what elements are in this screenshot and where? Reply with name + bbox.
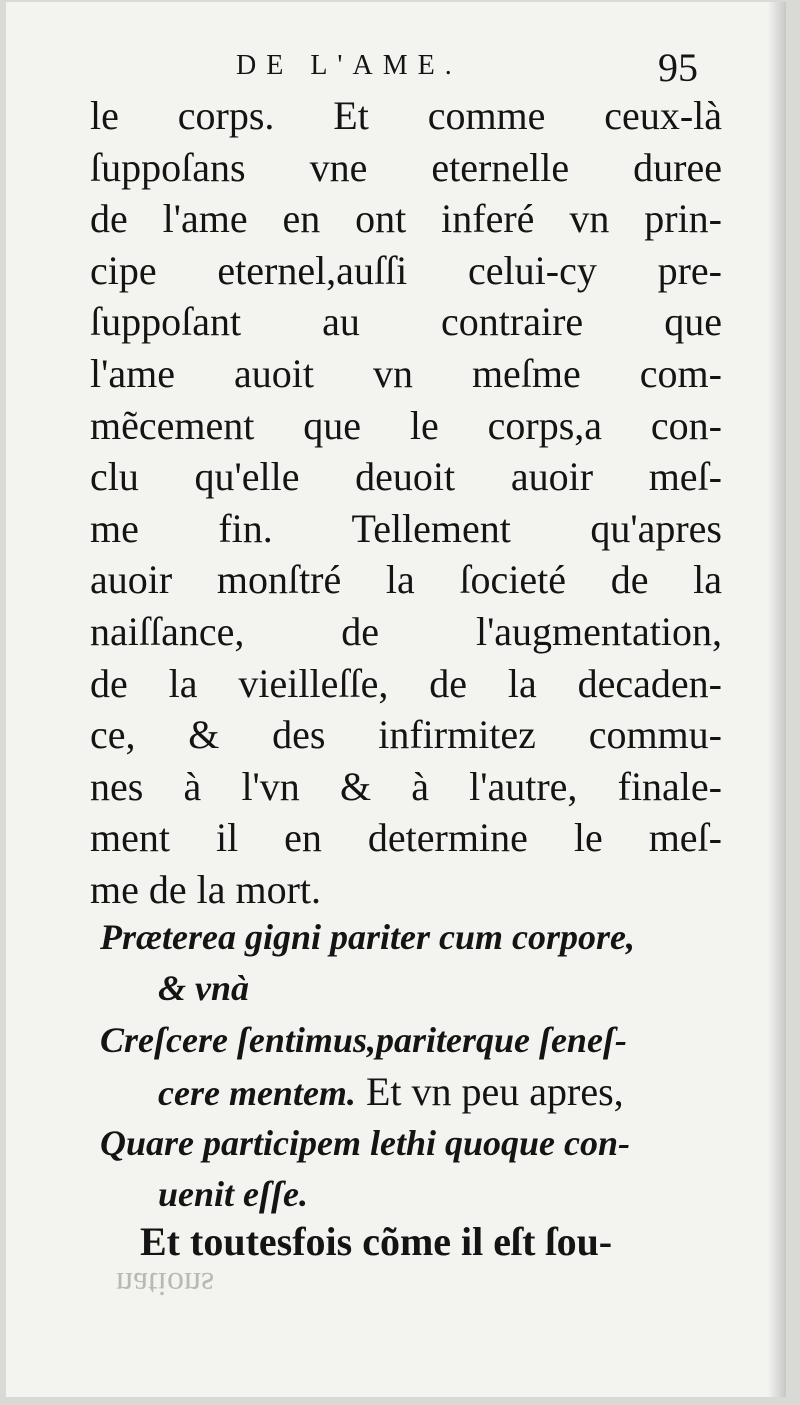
running-title: DE L'AME.: [236, 50, 462, 81]
verse-line: Creſcere ſentimus,pariterque ſeneſ-: [100, 1019, 627, 1060]
text-line: clu qu'elle deuoit auoir meſ-: [90, 454, 722, 500]
text-line: ſuppoſant au contraire que: [90, 299, 722, 345]
latin-quotation: [100, 912, 730, 1220]
verse-line: [100, 1066, 730, 1117]
closing-line: Et toutesfois cõme il eſt ſou-: [140, 1219, 613, 1264]
text-line: de la vieilleſſe, de la decaden-: [90, 660, 722, 706]
text-line: mẽcement que le corps,a con-: [90, 402, 722, 448]
text-line: l'ame auoit vn meſme com-: [90, 350, 722, 396]
verse-italic-part: cere mentem.: [158, 1073, 356, 1114]
show-through-text: nations: [116, 1265, 215, 1302]
verse-line: & vnà: [158, 968, 250, 1009]
verse-line: uenit eſſe.: [158, 1173, 308, 1214]
text-line: auoir monſtré la ſocieté de la: [90, 557, 722, 603]
verse-line: Quare participem lethi quoque con-: [100, 1122, 630, 1163]
text-line: le corps. Et comme ceux-là: [90, 93, 722, 138]
book-page: [6, 2, 786, 1397]
text-line: nes à l'vn & à l'autre, finale-: [90, 763, 722, 809]
text-line: de l'ame en ont inferé vn prin-: [90, 196, 722, 242]
page-number: 95: [658, 45, 698, 90]
text-line: me fin. Tellement qu'apres: [90, 505, 722, 551]
text-line: cipe eternel,auſſi celui-cy pre-: [90, 247, 722, 293]
main-text: [90, 90, 722, 916]
text-line: naiſſance, de l'augmentation,: [90, 608, 722, 654]
text-line: ment il en determine le meſ-: [90, 815, 722, 861]
text-line: ce, & des infirmitez commu-: [90, 712, 722, 758]
text-line: ſuppoſans vne eternelle duree: [90, 144, 722, 190]
verse-roman-part: Et vn peu apres,: [355, 1069, 624, 1115]
verse-line: Præterea gigni pariter cum corpore,: [100, 917, 635, 957]
text-line: me de la mort.: [90, 866, 322, 912]
